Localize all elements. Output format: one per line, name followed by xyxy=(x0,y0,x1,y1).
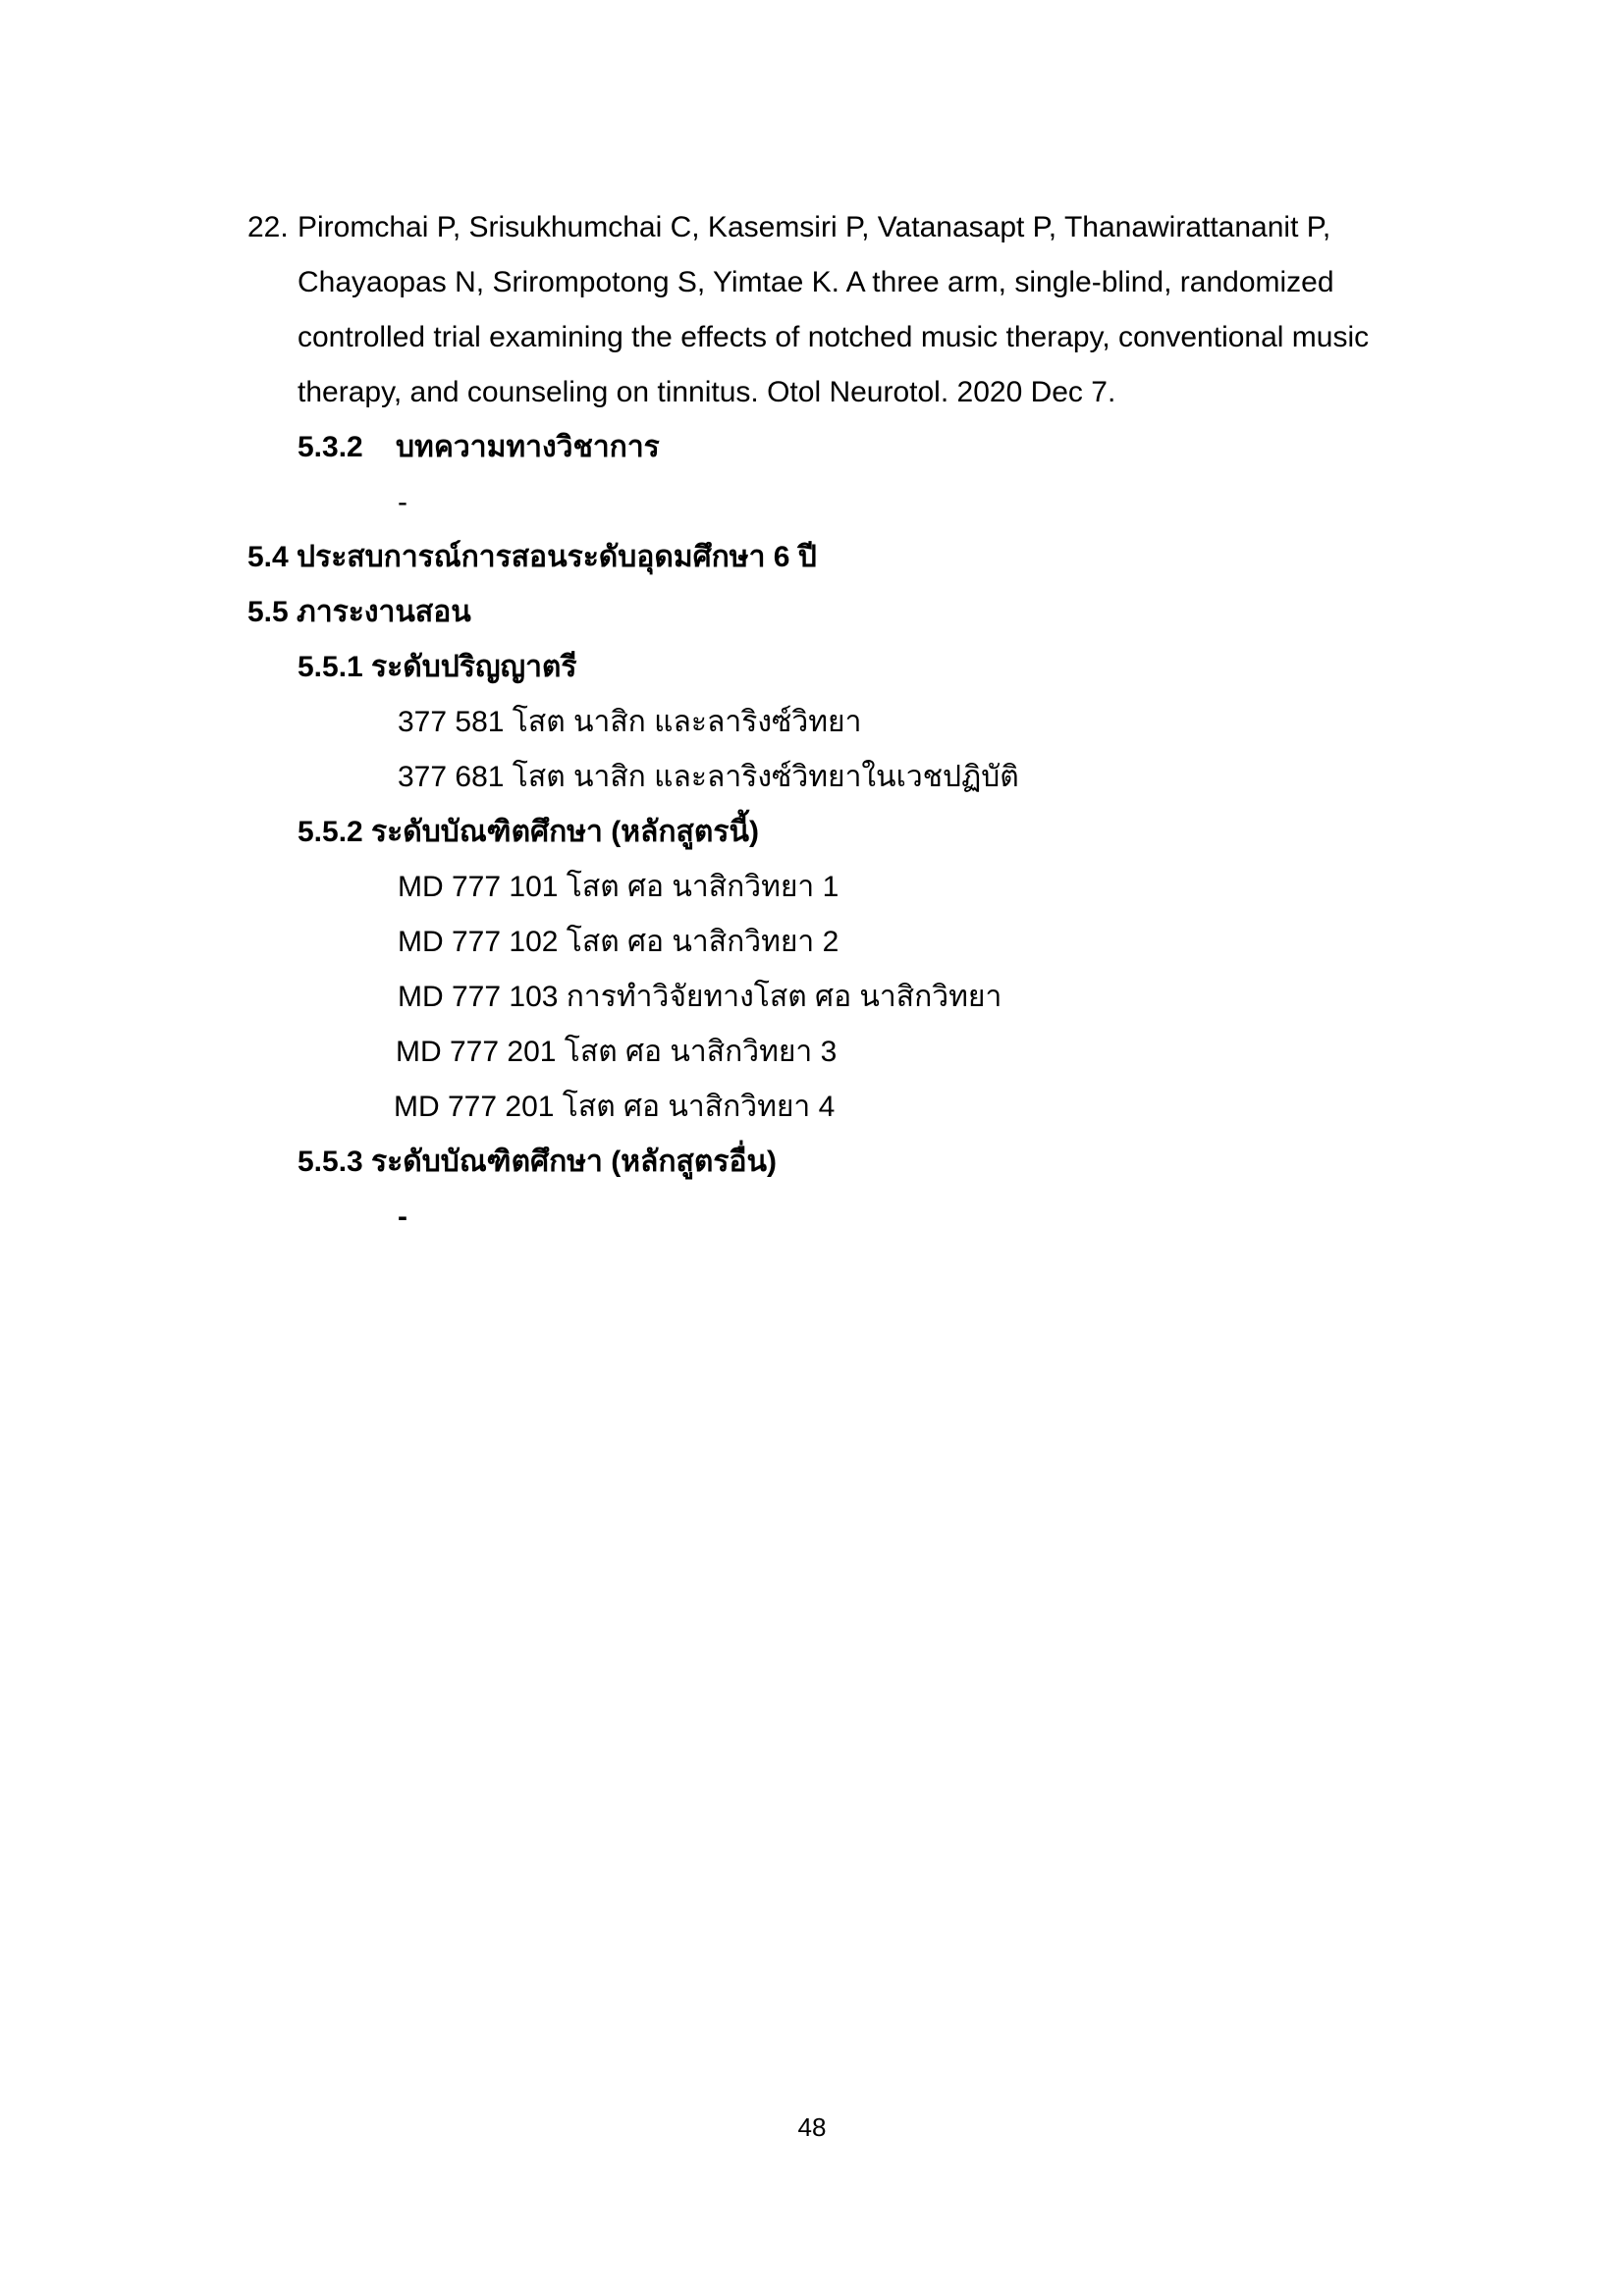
course-item: MD 777 201 โสต ศอ นาสิกวิทยา 4 xyxy=(394,1091,836,1123)
subsection-heading-5-5-3: 5.5.3 ระดับบัณฑิตศึกษา (หลักสูตรอื่น) xyxy=(298,1146,777,1178)
section-heading-5-5: 5.5 ภาระงานสอน xyxy=(247,596,471,628)
subsection-title-5-3-2: บทความทางวิชาการ xyxy=(396,431,660,463)
empty-content-dash: - xyxy=(398,1201,407,1233)
subsection-heading-5-5-2: 5.5.2 ระดับบัณฑิตศึกษา (หลักสูตรนี้) xyxy=(298,816,759,848)
reference-line: controlled trial examining the effects of notched music therapy, conventional music xyxy=(298,321,1370,353)
reference-number: 22. xyxy=(247,211,289,243)
reference-line: therapy, and counseling on tinnitus. Otol Neurotol. 2020 Dec 7. xyxy=(298,376,1116,408)
page-number: 48 xyxy=(797,2112,827,2142)
course-item: MD 777 101 โสต ศอ นาสิกวิทยา 1 xyxy=(398,871,839,903)
subsection-number-5-3-2: 5.3.2 xyxy=(298,431,363,463)
course-item: 377 681 โสต นาสิก และลาริงซ์วิทยาในเวชปฏิบัติ xyxy=(398,761,1019,793)
reference-line: Chayaopas N, Srirompotong S, Yimtae K. A three arm, single-blind, randomized xyxy=(298,266,1334,298)
course-item: MD 777 103 การทำวิจัยทางโสต ศอ นาสิกวิทยา xyxy=(398,981,1002,1013)
reference-line: Piromchai P, Srisukhumchai C, Kasemsiri P, Vatanasapt P, Thanawirattananit P, xyxy=(298,211,1331,243)
course-item: MD 777 201 โสต ศอ นาสิกวิทยา 3 xyxy=(396,1036,838,1068)
course-item: 377 581 โสต นาสิก และลาริงซ์วิทยา xyxy=(398,706,862,738)
empty-content-dash: - xyxy=(398,486,407,518)
course-item: MD 777 102 โสต ศอ นาสิกวิทยา 2 xyxy=(398,926,839,958)
subsection-heading-5-5-1: 5.5.1 ระดับปริญญาตรี xyxy=(298,651,577,683)
section-heading-5-4: 5.4 ประสบการณ์การสอนระดับอุดมศึกษา 6 ปี xyxy=(247,541,817,573)
